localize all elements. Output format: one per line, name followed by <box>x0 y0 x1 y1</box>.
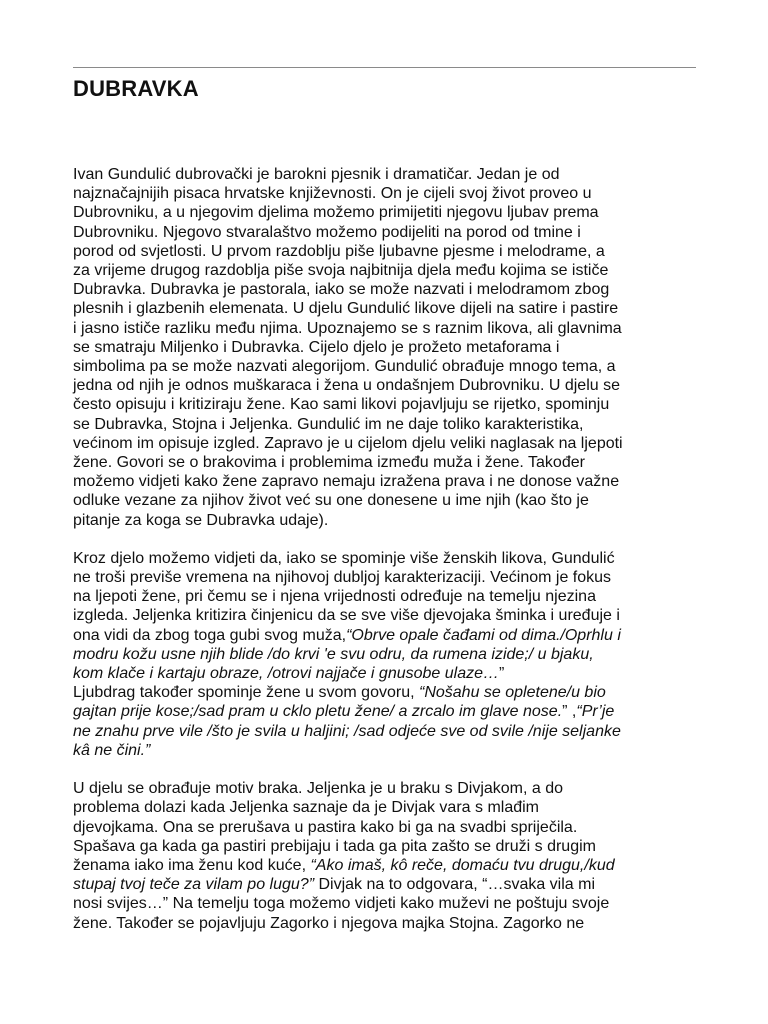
text-line <box>73 299 697 318</box>
body-text-run: problema dolazi kada Jeljenka saznaje da je Divjak vara s mlađim <box>73 799 540 817</box>
text-line <box>73 415 697 434</box>
body-text-run: ona vidi da zbog toga gubi svog muža, <box>73 626 347 644</box>
text-line <box>73 568 697 587</box>
text-line <box>73 798 697 817</box>
body-text-run: odluke vezane za njihov život već su one donesene u ime njih (kao što je <box>73 492 589 510</box>
text-line <box>73 741 697 760</box>
body-text-run: često opisuju i kritiziraju žene. Kao sami likovi pojavljuju se rijetko, spominju <box>73 396 610 414</box>
text-line <box>73 184 697 203</box>
body-text-run: simbolima pa se može nazvati alegorijom. Gundulić obrađuje mnogo tema, a <box>73 358 616 376</box>
text-line <box>73 818 697 837</box>
quote-text: “Ako imaš, kô reče, domaću tvu drugu,/kud <box>310 856 615 874</box>
body-text-run: ” , <box>562 703 577 721</box>
header-rule <box>73 67 696 68</box>
text-line <box>73 587 697 606</box>
quote-text: kâ ne čini.” <box>73 741 151 759</box>
body-text-run: porod od svjetlosti. U prvom razdoblju piše ljubavne pjesme i melodrame, a <box>73 242 605 260</box>
body-text-run: Spašava ga kada ga pastiri prebijaju i tada ga pita zašto se druži s drugim <box>73 837 596 855</box>
quote-text: modru kožu usne njih blide /do krvi 'e svu odru, da rumena izide;/ u bjaku, <box>73 645 594 663</box>
body-text-run: Ljubdrag također spominje žene u svom govoru, <box>73 684 419 702</box>
body-text-run: najznačajnijih pisaca hrvatske književnosti. On je cijeli svoj život proveo u <box>73 185 592 203</box>
text-line <box>73 511 697 530</box>
body-text-run: za vrijeme drugog razdoblja piše svoja najbitnija djela među kojima se ističe <box>73 262 609 280</box>
text-line <box>73 779 697 798</box>
paragraph <box>73 165 697 530</box>
body-text-run: ženama iako ima ženu kod kuće, <box>73 856 311 874</box>
body-text-run: i jasno ističe razliku među njima. Upoznajemo se s raznim likova, ali glavnima <box>73 319 622 337</box>
text-line <box>73 357 697 376</box>
text-line <box>73 453 697 472</box>
body-text-run: Divjak na to odgovara, “…svaka vila mi <box>314 876 596 894</box>
text-line <box>73 702 697 721</box>
quote-text: kom klače i kartaju obraze, /otrovi najjače i gnusobe ulaze… <box>73 665 499 683</box>
text-line <box>73 645 697 664</box>
body-text-run: možemo vidjeti kako žene zapravo nemaju izražena prava i ne donose važne <box>73 473 620 491</box>
body-text-run: U djelu se obrađuje motiv braka. Jeljenka je u braku s Divjakom, a do <box>73 780 564 798</box>
text-line <box>73 261 697 280</box>
paragraph <box>73 779 697 933</box>
quote-text: “Nošahu se opletene/u bio <box>418 684 606 702</box>
body-text-run: se Dubravka, Stojna i Jeljenka. Gundulić im ne daje toliko karakteristika, <box>73 415 584 433</box>
text-line <box>73 434 697 453</box>
text-line <box>73 683 697 702</box>
text-line <box>73 376 697 395</box>
text-line <box>73 722 697 741</box>
quote-text: “Obrve opale čađami od dima./Oprhlu i <box>346 626 621 644</box>
text-line <box>73 549 697 568</box>
text-line <box>73 242 697 261</box>
body-text-run: djevojkama. Ona se prerušava u pastira kako bi ga na svadbi spriječila. <box>73 818 578 836</box>
body-text-run: plesnih i glazbenih elemenata. U djelu Gundulić likove dijeli na satire i pastire <box>73 300 619 318</box>
text-line <box>73 837 697 856</box>
body-text-run: jedna od njih je odnos muškaraca i žena u ondašnjem Dubrovniku. U djelu se <box>73 377 620 395</box>
body-text-run: većinom im opisuje izgled. Zapravo je u cijelom djelu veliki naglasak na ljepoti <box>73 434 623 452</box>
document-page <box>73 0 697 1024</box>
body-text-run: Dubrovniku. Njegovo stvaralaštvo možemo podijeliti na porod od tmine i <box>73 223 581 241</box>
text-line <box>73 856 697 875</box>
body-text-run: izgleda. Jeljenka kritizira činjenicu da se sve više djevojaka šminka i uređuje i <box>73 607 620 625</box>
text-line <box>73 664 697 683</box>
body-text-run: Kroz djelo možemo vidjeti da, iako se spominje više ženskih likova, Gundulić <box>73 549 615 567</box>
body-text-run: Dubrovniku, a u njegovim djelima možemo primijetiti njegovu ljubav prema <box>73 204 599 222</box>
quote-text: “Pr’je <box>576 703 615 721</box>
quote-text: gajtan prije kose;/sad pram u cklo pletu žene/ a zrcalo im glave nose. <box>73 703 563 721</box>
body-text-run: pitanje za koga se Dubravka udaje). <box>73 511 329 529</box>
body-text-run: se smatraju Miljenko i Dubravka. Cijelo djelo je prožeto metaforama i <box>73 338 560 356</box>
body-text-run: na ljepoti žene, pri čemu se i njena vrijednosti određuje na temelju njezina <box>73 588 596 606</box>
text-line <box>73 472 697 491</box>
text-line <box>73 875 697 894</box>
text-line <box>73 165 697 184</box>
text-line <box>73 319 697 338</box>
text-line <box>73 914 697 933</box>
text-line <box>73 223 697 242</box>
text-line <box>73 280 697 299</box>
text-line <box>73 395 697 414</box>
paragraph <box>73 549 697 760</box>
quote-text: ne znahu prve vile /što je svila u haljini; /sad odjeće sve od svile /nije seljanke <box>73 722 621 740</box>
text-line <box>73 894 697 913</box>
document-title: DUBRAVKA <box>73 76 199 101</box>
body-text-run: Ivan Gundulić dubrovački je barokni pjesnik i dramatičar. Jedan je od <box>73 166 560 183</box>
text-line <box>73 606 697 625</box>
text-line <box>73 626 697 645</box>
document-body <box>73 165 697 952</box>
body-text-run: ne troši previše vremena na njihovoj dubljoj karakterizaciji. Većinom je fokus <box>73 569 612 587</box>
text-line <box>73 338 697 357</box>
text-line <box>73 203 697 222</box>
body-text-run: Dubravka. Dubravka je pastorala, iako se može nazvati i melodramom zbog <box>73 281 610 299</box>
body-text-run: nosi svijes…” Na temelju toga možemo vidjeti kako muževi ne poštuju svoje <box>73 895 610 913</box>
body-text-run: žene. Također se pojavljuju Zagorko i njegova majka Stojna. Zagorko ne <box>73 914 585 932</box>
quote-text: stupaj tvoj teče za vilam po lugu?” <box>73 876 315 894</box>
body-text-run: ” <box>499 665 505 683</box>
body-text-run: žene. Govori se o brakovima i problemima između muža i žene. Također <box>73 454 585 472</box>
text-line <box>73 491 697 510</box>
